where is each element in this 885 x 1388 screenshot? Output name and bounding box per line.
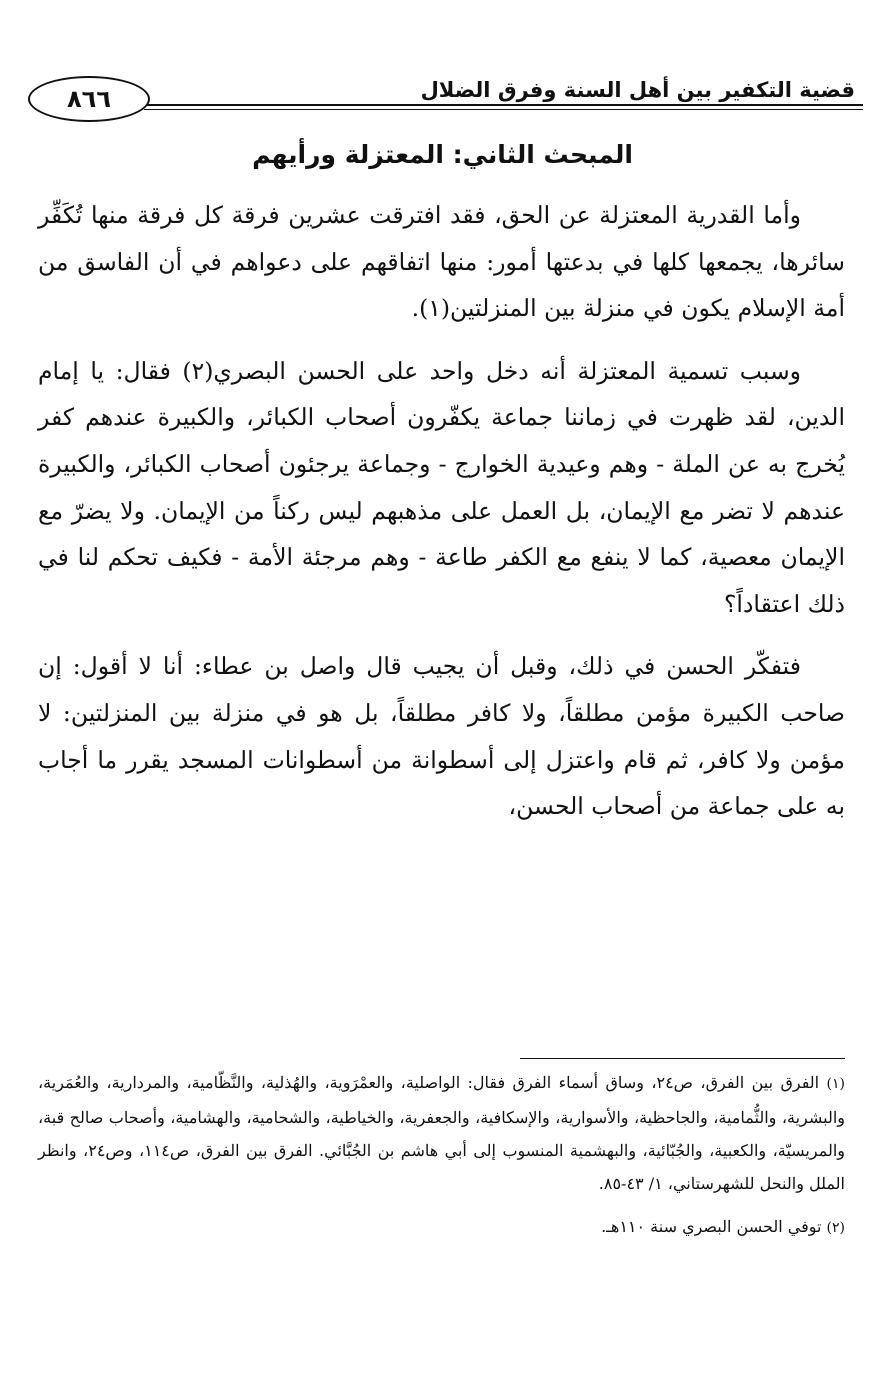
footnote (38, 1210, 845, 1245)
footnote-marker: (٢) (826, 1220, 845, 1236)
footnotes (38, 1066, 845, 1245)
paragraph: وأما القدرية المعتزلة عن الحق، فقد افترقت عشرين فرقة كل فرقة منها تُكَفِّر سائرها، يجمعها كلها في بدعتها أمور: منها اتفاقهم على دعواهم في أن الفاسق من أمة الإسلام يكون في منزلة بين المنزلتين(١). (38, 201, 845, 323)
header-rule (144, 104, 863, 106)
footnote-text: الفرق بين الفرق، ص٢٤، وساق أسماء الفرق فقال: الواصلية، والعمْرَوية، والهُذلية، والنَّظّامية، والمردارية، والعُمَرية، والبشرية، والثُّمامية، والجاحظية، والأسوارية، والإسكافية، والجعفرية، والخياطية، والشحامية، والهشامية، وأصحاب صالح قبة، والمريسيّة، والكعبية، والجُبّائية، والبهشمية المنسوب إلى أبي هاشم بن الجُبَّائي. الفرق بين الفرق، ص١١٤، وص٢٤، وانظر الملل والنحل للشهرستاني، ١/ ٤٣-٨٥. (38, 1073, 846, 1193)
running-title: قضية التكفير بين أهل السنة وفرق الضلال (420, 78, 855, 102)
footnote-marker: (١) (826, 1076, 846, 1092)
section-heading: المبحث الثاني: المعتزلة ورأيهم (252, 140, 633, 169)
paragraph: وسبب تسمية المعتزلة أنه دخل واحد على الحسن البصري(٢) فقال: يا إمام الدين، لقد ظهرت في زماننا جماعة يكفّرون أصحاب الكبائر، والكبيرة عندهم كفر يُخرج به عن الملة - وهم وعيدية الخوارج - وجماعة يرجئون أصحاب الكبائر، والكبيرة عندهم لا تضر مع الإيمان، بل العمل على مذهبهم ليس ركناً من الإيمان. ولا يضرّ مع الإيمان معصية، كما لا ينفع مع الكفر طاعة - وهم مرجئة الأمة - فكيف تحكم لنا في ذلك اعتقاداً؟ (38, 356, 845, 618)
footnote-separator (520, 1058, 845, 1059)
footnote-text: توفي الحسن البصري سنة ١١٠هـ. (601, 1217, 822, 1236)
page-number: ٨٦٦ (28, 76, 150, 122)
page-header (28, 72, 863, 122)
footnote (38, 1066, 845, 1200)
body-text (38, 192, 845, 830)
paragraph: فتفكّر الحسن في ذلك، وقبل أن يجيب قال واصل بن عطاء: أنا لا أقول: إن صاحب الكبيرة مؤمن مطلقاً، ولا كافر مطلقاً، بل هو في منزلة بين المنزلتين: لا مؤمن ولا كافر، ثم قام واعتزل إلى أسطوانة من أسطوانات المسجد يقرر ما أجاب به على جماعة من أصحاب الحسن، (38, 652, 845, 821)
header-rule-thin (144, 109, 863, 110)
